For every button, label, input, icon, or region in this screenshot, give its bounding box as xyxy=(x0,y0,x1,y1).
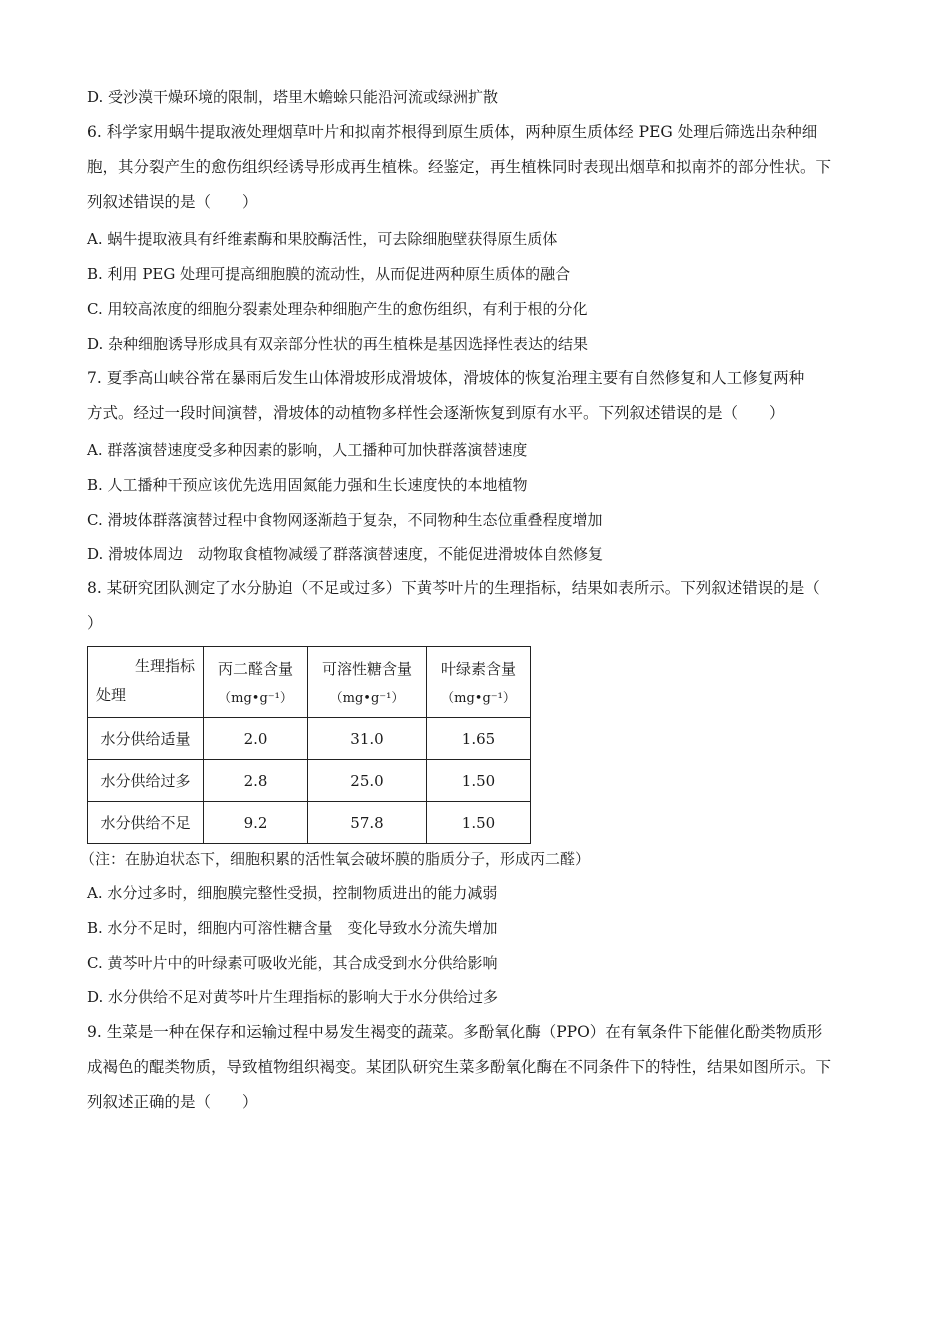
cell-value: 1.50 xyxy=(427,802,531,844)
q7-option-c: C. 滑坡体群落演替过程中食物网逐渐趋于复杂，不同物种生态位重叠程度增加 xyxy=(87,511,603,529)
q7-option-d: D. 滑坡体周边 动物取食植物减缓了群落演替速度，不能促进滑坡体自然修复 xyxy=(87,545,604,563)
q8-option-d: D. 水分供给不足对黄芩叶片生理指标的影响大于水分供给过多 xyxy=(87,988,499,1006)
cell-value: 31.0 xyxy=(308,718,427,760)
header-mda xyxy=(204,647,308,718)
header-sugar-unit: （mg•g⁻¹） xyxy=(329,691,405,706)
q9-stem-line-1: 9. 生菜是一种在保存和运输过程中易发生褐变的蔬菜。多酚氧化酶（PPO）在有氧条件下能催化酚类物质形 xyxy=(87,1023,823,1041)
table-row xyxy=(88,718,531,760)
q8-option-b: B. 水分不足时，细胞内可溶性糖含量 变化导致水分流失增加 xyxy=(87,919,498,937)
header-soluble-sugar xyxy=(308,647,427,718)
q8-option-a: A. 水分过多时，细胞膜完整性受损，控制物质进出的能力减弱 xyxy=(87,884,498,902)
cell-value: 2.8 xyxy=(204,760,308,802)
table-header-row xyxy=(88,647,531,718)
q8-table-note: （注：在胁迫状态下，细胞积累的活性氧会破坏膜的脂质分子，形成丙二醛） xyxy=(80,850,591,868)
corner-indicator-label: 生理指标 xyxy=(134,657,195,675)
row-label: 水分供给不足 xyxy=(88,802,204,844)
q8-stem-line-2: ） xyxy=(87,614,103,632)
q9-stem-line-2: 成褐色的醌类物质，导致植物组织褐变。某团队研究生菜多酚氧化酶在不同条件下的特性，结果如图所示。下 xyxy=(87,1058,832,1076)
q6-option-d: D. 杂种细胞诱导形成具有双亲部分性状的再生植株是基因选择性表达的结果 xyxy=(87,335,589,353)
q6-option-a: A. 蜗牛提取液具有纤维素酶和果胶酶活性，可去除细胞壁获得原生质体 xyxy=(87,230,558,248)
q6-stem-line-3: 列叙述错误的是（ ） xyxy=(87,193,258,211)
header-sugar-name: 可溶性糖含量 xyxy=(321,660,412,678)
row-label: 水分供给过多 xyxy=(88,760,204,802)
q8-option-c: C. 黄芩叶片中的叶绿素可吸收光能，其合成受到水分供给影响 xyxy=(87,954,498,972)
table-row xyxy=(88,760,531,802)
q5-option-d: D. 受沙漠干燥环境的限制，塔里木蟾蜍只能沿河流或绿洲扩散 xyxy=(87,88,499,106)
cell-value: 57.8 xyxy=(308,802,427,844)
header-mda-name: 丙二醛含量 xyxy=(217,660,293,678)
header-chlorophyll xyxy=(427,647,531,718)
q7-option-a: A. 群落演替速度受多种因素的影响，人工播种可加快群落演替速度 xyxy=(87,441,528,459)
header-mda-unit: （mg•g⁻¹） xyxy=(218,691,293,706)
q6-stem-line-2: 胞，其分裂产生的愈伤组织经诱导形成再生植株。经鉴定，再生植株同时表现出烟草和拟南芥的部分性状。下 xyxy=(87,158,832,176)
cell-value: 25.0 xyxy=(308,760,427,802)
cell-value: 9.2 xyxy=(204,802,308,844)
cell-value: 2.0 xyxy=(204,718,308,760)
q6-option-c: C. 用较高浓度的细胞分裂素处理杂种细胞产生的愈伤组织，有利于根的分化 xyxy=(87,300,588,318)
q6-stem-line-1: 6. 科学家用蜗牛提取液处理烟草叶片和拟南芥根得到原生质体，两种原生质体经 PEG 处理后筛选出杂种细 xyxy=(87,123,818,141)
q7-stem-line-1: 7. 夏季高山峡谷常在暴雨后发生山体滑坡形成滑坡体，滑坡体的恢复治理主要有自然修复和人工修复两种 xyxy=(87,369,805,387)
header-chlorophyll-name: 叶绿素含量 xyxy=(440,660,516,678)
q6-option-b: B. 利用 PEG 处理可提高细胞膜的流动性，从而促进两种原生质体的融合 xyxy=(87,265,571,283)
q7-stem-line-2: 方式。经过一段时间演替，滑坡体的动植物多样性会逐渐恢复到原有水平。下列叙述错误的是（ ） xyxy=(87,404,785,422)
corner-treatment-label: 处理 xyxy=(96,686,127,704)
q7-option-b: B. 人工播种干预应该优先选用固氮能力强和生长速度快的本地植物 xyxy=(87,476,528,494)
row-label: 水分供给适量 xyxy=(88,718,204,760)
physiology-table xyxy=(87,646,531,844)
cell-value: 1.65 xyxy=(427,718,531,760)
table-corner-cell xyxy=(88,647,204,718)
q9-stem-line-3: 列叙述正确的是（ ） xyxy=(87,1093,258,1111)
header-chlorophyll-unit: （mg•g⁻¹） xyxy=(441,691,516,706)
q8-stem-line-1: 8. 某研究团队测定了水分胁迫（不足或过多）下黄芩叶片的生理指标，结果如表所示。下列叙述错误的是（ xyxy=(87,579,820,597)
cell-value: 1.50 xyxy=(427,760,531,802)
table-row xyxy=(88,802,531,844)
